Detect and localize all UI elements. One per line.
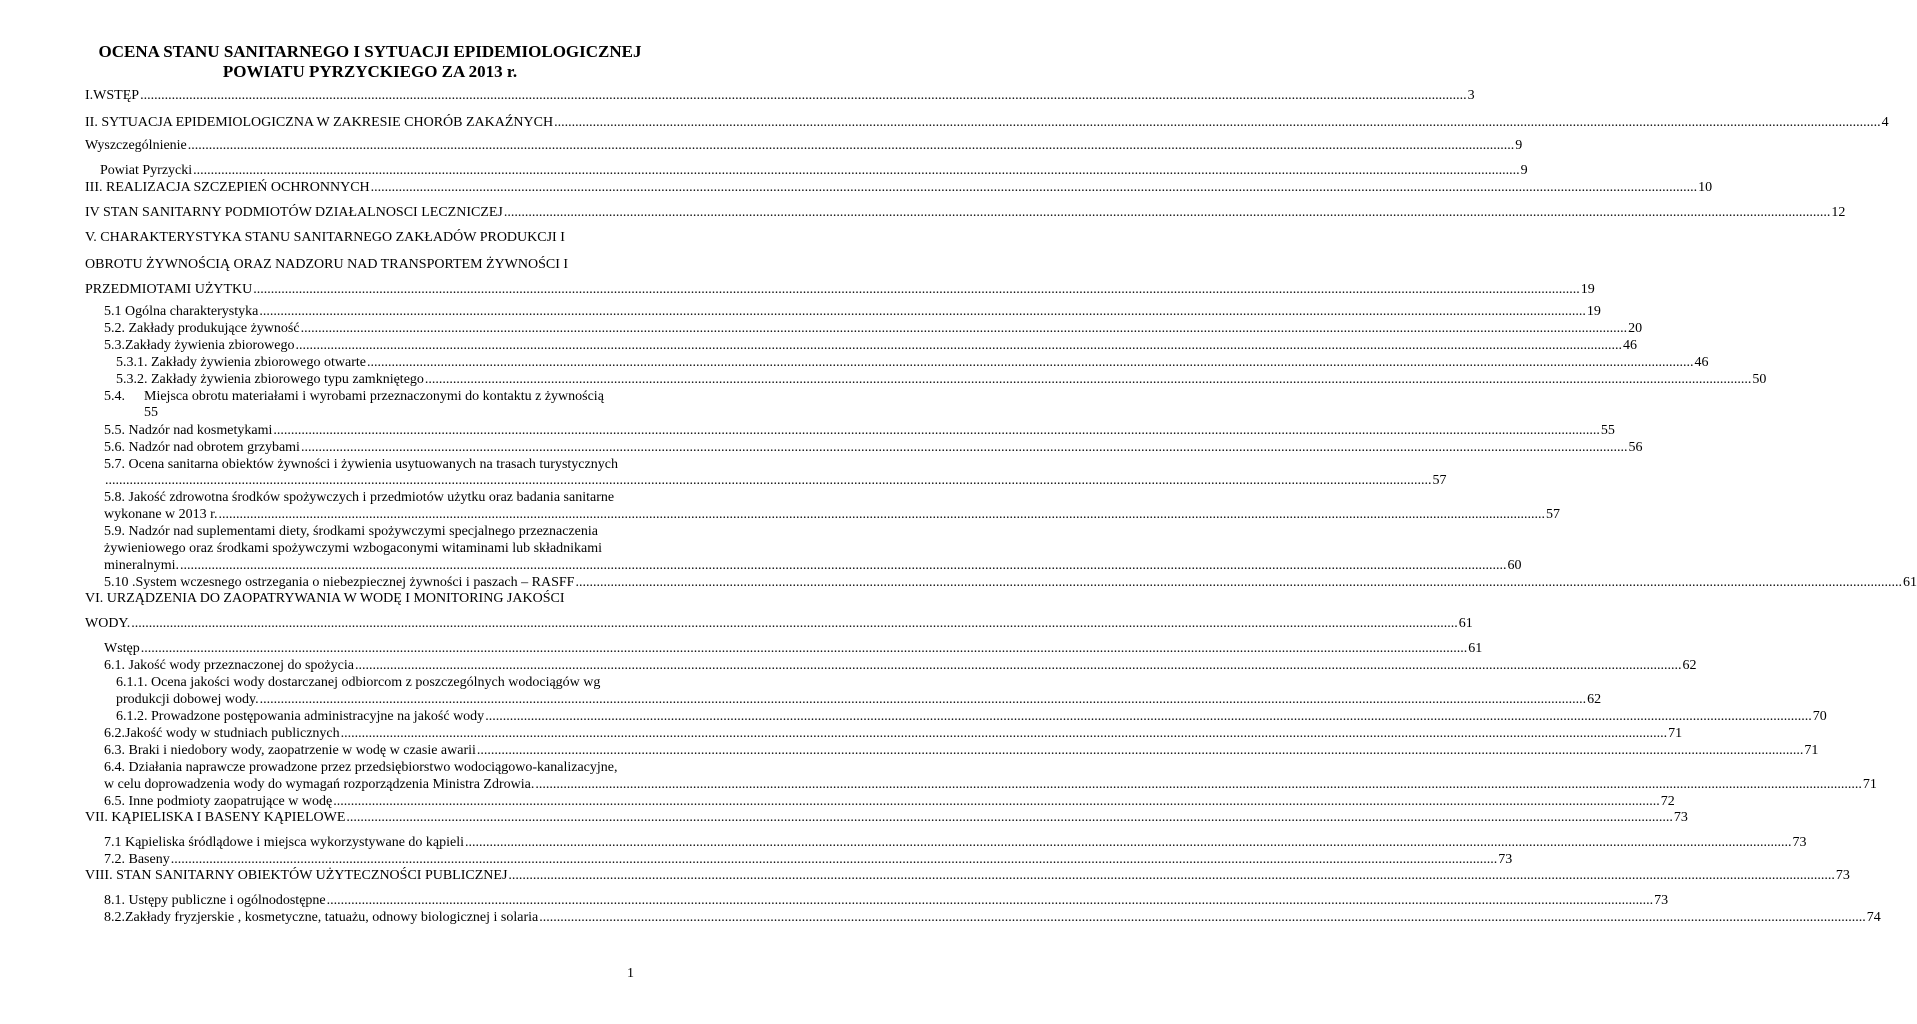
toc-entry-5-1[interactable]: 5.1 Ogólna charakterystyka ..... 19 — [104, 304, 639, 320]
toc-entry-wstep[interactable]: I.WSTĘP ..... 3 — [85, 88, 639, 104]
toc-entry-5-7-leader: ..... 57 — [104, 473, 639, 489]
toc-entry-5-9[interactable]: mineralnymi. ..... 60 — [104, 558, 639, 574]
toc-entry-5-8-line-1[interactable]: 5.8. Jakość zdrowotna środków spożywczych i przedmiotów użytku oraz badania sanitarne — [104, 490, 615, 505]
toc-entry-szczepienia[interactable]: III. REALIZACJA SZCZEPIEŃ OCHRONNYCH ..... 10 — [85, 180, 639, 196]
toc-entry-5-9-line-2[interactable]: żywieniowego oraz środkami spożywczymi wzbogaconymi witaminami lub składnikami — [104, 541, 603, 556]
toc-entry-5-3-1[interactable]: 5.3.1. Zakłady żywienia zbiorowego otwarte ..... 46 — [116, 355, 639, 371]
toc-entry-7-2[interactable]: 7.2. Baseny ..... 73 — [104, 852, 639, 868]
toc-entry-6-3[interactable]: 6.3. Braki i niedobory wody, zaopatrzenie w wodę w czasie awarii ..... 71 — [104, 743, 639, 759]
page-title-line-1: OCENA STANU SANITARNEGO I SYTUACJI EPIDEMIOLOGICZNEJ — [98, 42, 642, 61]
toc-entry-5-6[interactable]: 5.6. Nadzór nad obrotem grzybami ..... 56 — [104, 440, 639, 456]
toc-entry-5-4-num: 5.4. — [104, 389, 125, 404]
toc-entry-5-7[interactable]: 5.7. Ocena sanitarna obiektów żywności i żywienia usytuowanych na trasach turystycznych — [104, 457, 618, 472]
toc-entry-sytuacja-epidemiologiczna[interactable]: II. SYTUACJA EPIDEMIOLOGICZNA W ZAKRESIE CHORÓB ZAKAŹNYCH ..... 4 — [85, 115, 639, 131]
toc-entry-zaopatrywanie-w-wode[interactable]: WODY. ..... 61 — [85, 616, 639, 632]
toc-entry-5-10[interactable]: 5.10 .System wczesnego ostrzegania o niebezpiecznej żywności i paszach – RASFF ..... 61 — [104, 575, 639, 591]
toc-entry-6-1-2[interactable]: 6.1.2. Prowadzone postępowania administracyjne na jakość wody ..... 70 — [116, 709, 639, 725]
toc-entry-8-2[interactable]: 8.2. Zakłady fryzjerskie , kosmetyczne, tatuażu, odnowy biologicznej i solaria ..... 74 — [104, 910, 639, 926]
toc-entry-5-9-line-1[interactable]: 5.9. Nadzór nad suplementami diety, środkami spożywczymi specjalnego przeznaczenia — [104, 524, 598, 539]
toc-entry-charakterystyka[interactable]: PRZEDMIOTAMI UŻYTKU ..... 19 — [85, 282, 639, 298]
toc-entry-5-5[interactable]: 5.5. Nadzór nad kosmetykami ..... 55 — [104, 423, 639, 439]
page-title-line-2: POWIATU PYRZYCKIEGO ZA 2013 r. — [222, 62, 518, 81]
toc-entry-charakterystyka-line-2[interactable]: OBROTU ŻYWNOŚCIĄ ORAZ NADZORU NAD TRANSPORTEM ŻYWNOŚCI I — [85, 257, 569, 272]
toc-entry-6-2[interactable]: 6.2.Jakość wody w studniach publicznych ..... 71 — [104, 726, 639, 742]
page-number: 1 — [627, 966, 634, 981]
toc-entry-6-1-1-line-1[interactable]: 6.1.1. Ocena jakości wody dostarczanej odbiorcom z poszczególnych wodociągów wg — [116, 675, 601, 690]
toc-entry-wstep-6[interactable]: Wstęp ..... 61 — [104, 641, 639, 657]
toc-entry-5-4[interactable]: Miejsca obrotu materiałami i wyrobami przeznaczonymi do kontaktu z żywnością — [144, 389, 604, 404]
toc-entry-8-1[interactable]: 8.1. Ustępy publiczne i ogólnodostępne ..... 73 — [104, 893, 639, 909]
toc-entry-6-1-1[interactable]: produkcji dobowej wody. ..... 62 — [116, 692, 639, 708]
toc-entry-7-1[interactable]: 7.1 Kąpieliska śródlądowe i miejsca wykorzystywane do kąpieli ..... 73 — [104, 835, 639, 851]
toc-entry-charakterystyka-line-1[interactable]: V. CHARAKTERYSTYKA STANU SANITARNEGO ZAKŁADÓW PRODUKCJI I — [85, 230, 565, 245]
toc-entry-powiat-pyrzycki[interactable]: Powiat Pyrzycki ..... 9 — [100, 163, 639, 179]
toc-entry-5-2[interactable]: 5.2. Zakłady produkujące żywność ..... 20 — [104, 321, 639, 337]
toc-entry-5-8[interactable]: wykonane w 2013 r. ..... 57 — [104, 507, 639, 523]
toc-entry-kapieliska[interactable]: VII. KĄPIELISKA I BASENY KĄPIELOWE ..... 73 — [85, 810, 639, 826]
toc-entry-6-4[interactable]: w celu doprowadzenia wody do wymagań rozporządzenia Ministra Zdrowia. ..... 71 — [104, 777, 639, 793]
toc-entry-wyszczegolnienie[interactable]: Wyszczególnienie ..... 9 — [85, 138, 639, 154]
toc-entry-5-3[interactable]: 5.3. Zakłady żywienia zbiorowego ..... 46 — [104, 338, 639, 354]
toc-entry-6-5[interactable]: 6.5. Inne podmioty zaopatrujące w wodę ..... 72 — [104, 794, 639, 810]
toc-entry-6-4-line-1[interactable]: 6.4. Działania naprawcze prowadzone przez przedsiębiorstwo wodociągowo-kanalizacyjne, — [104, 760, 618, 775]
toc-entry-5-3-2[interactable]: 5.3.2. Zakłady żywienia zbiorowego typu zamkniętego ..... 50 — [116, 372, 639, 388]
toc-entry-5-4-page: 55 — [144, 405, 158, 420]
toc-entry-uzytecznosc-publiczna[interactable]: VIII. STAN SANITARNY OBIEKTÓW UŻYTECZNOŚCI PUBLICZNEJ ..... 73 — [85, 868, 639, 884]
toc-entry-zaopatrywanie-w-wode-line-1[interactable]: VI. URZĄDZENIA DO ZAOPATRYWANIA W WODĘ I MONITORING JAKOŚCI — [85, 591, 565, 606]
toc-entry-dzialalnosc-lecznicza[interactable]: IV STAN SANITARNY PODMIOTÓW DZIAŁALNOSCI LECZNICZEJ ..... 12 — [85, 205, 639, 221]
toc-entry-6-1[interactable]: 6.1. Jakość wody przeznaczonej do spożycia ..... 62 — [104, 658, 639, 674]
